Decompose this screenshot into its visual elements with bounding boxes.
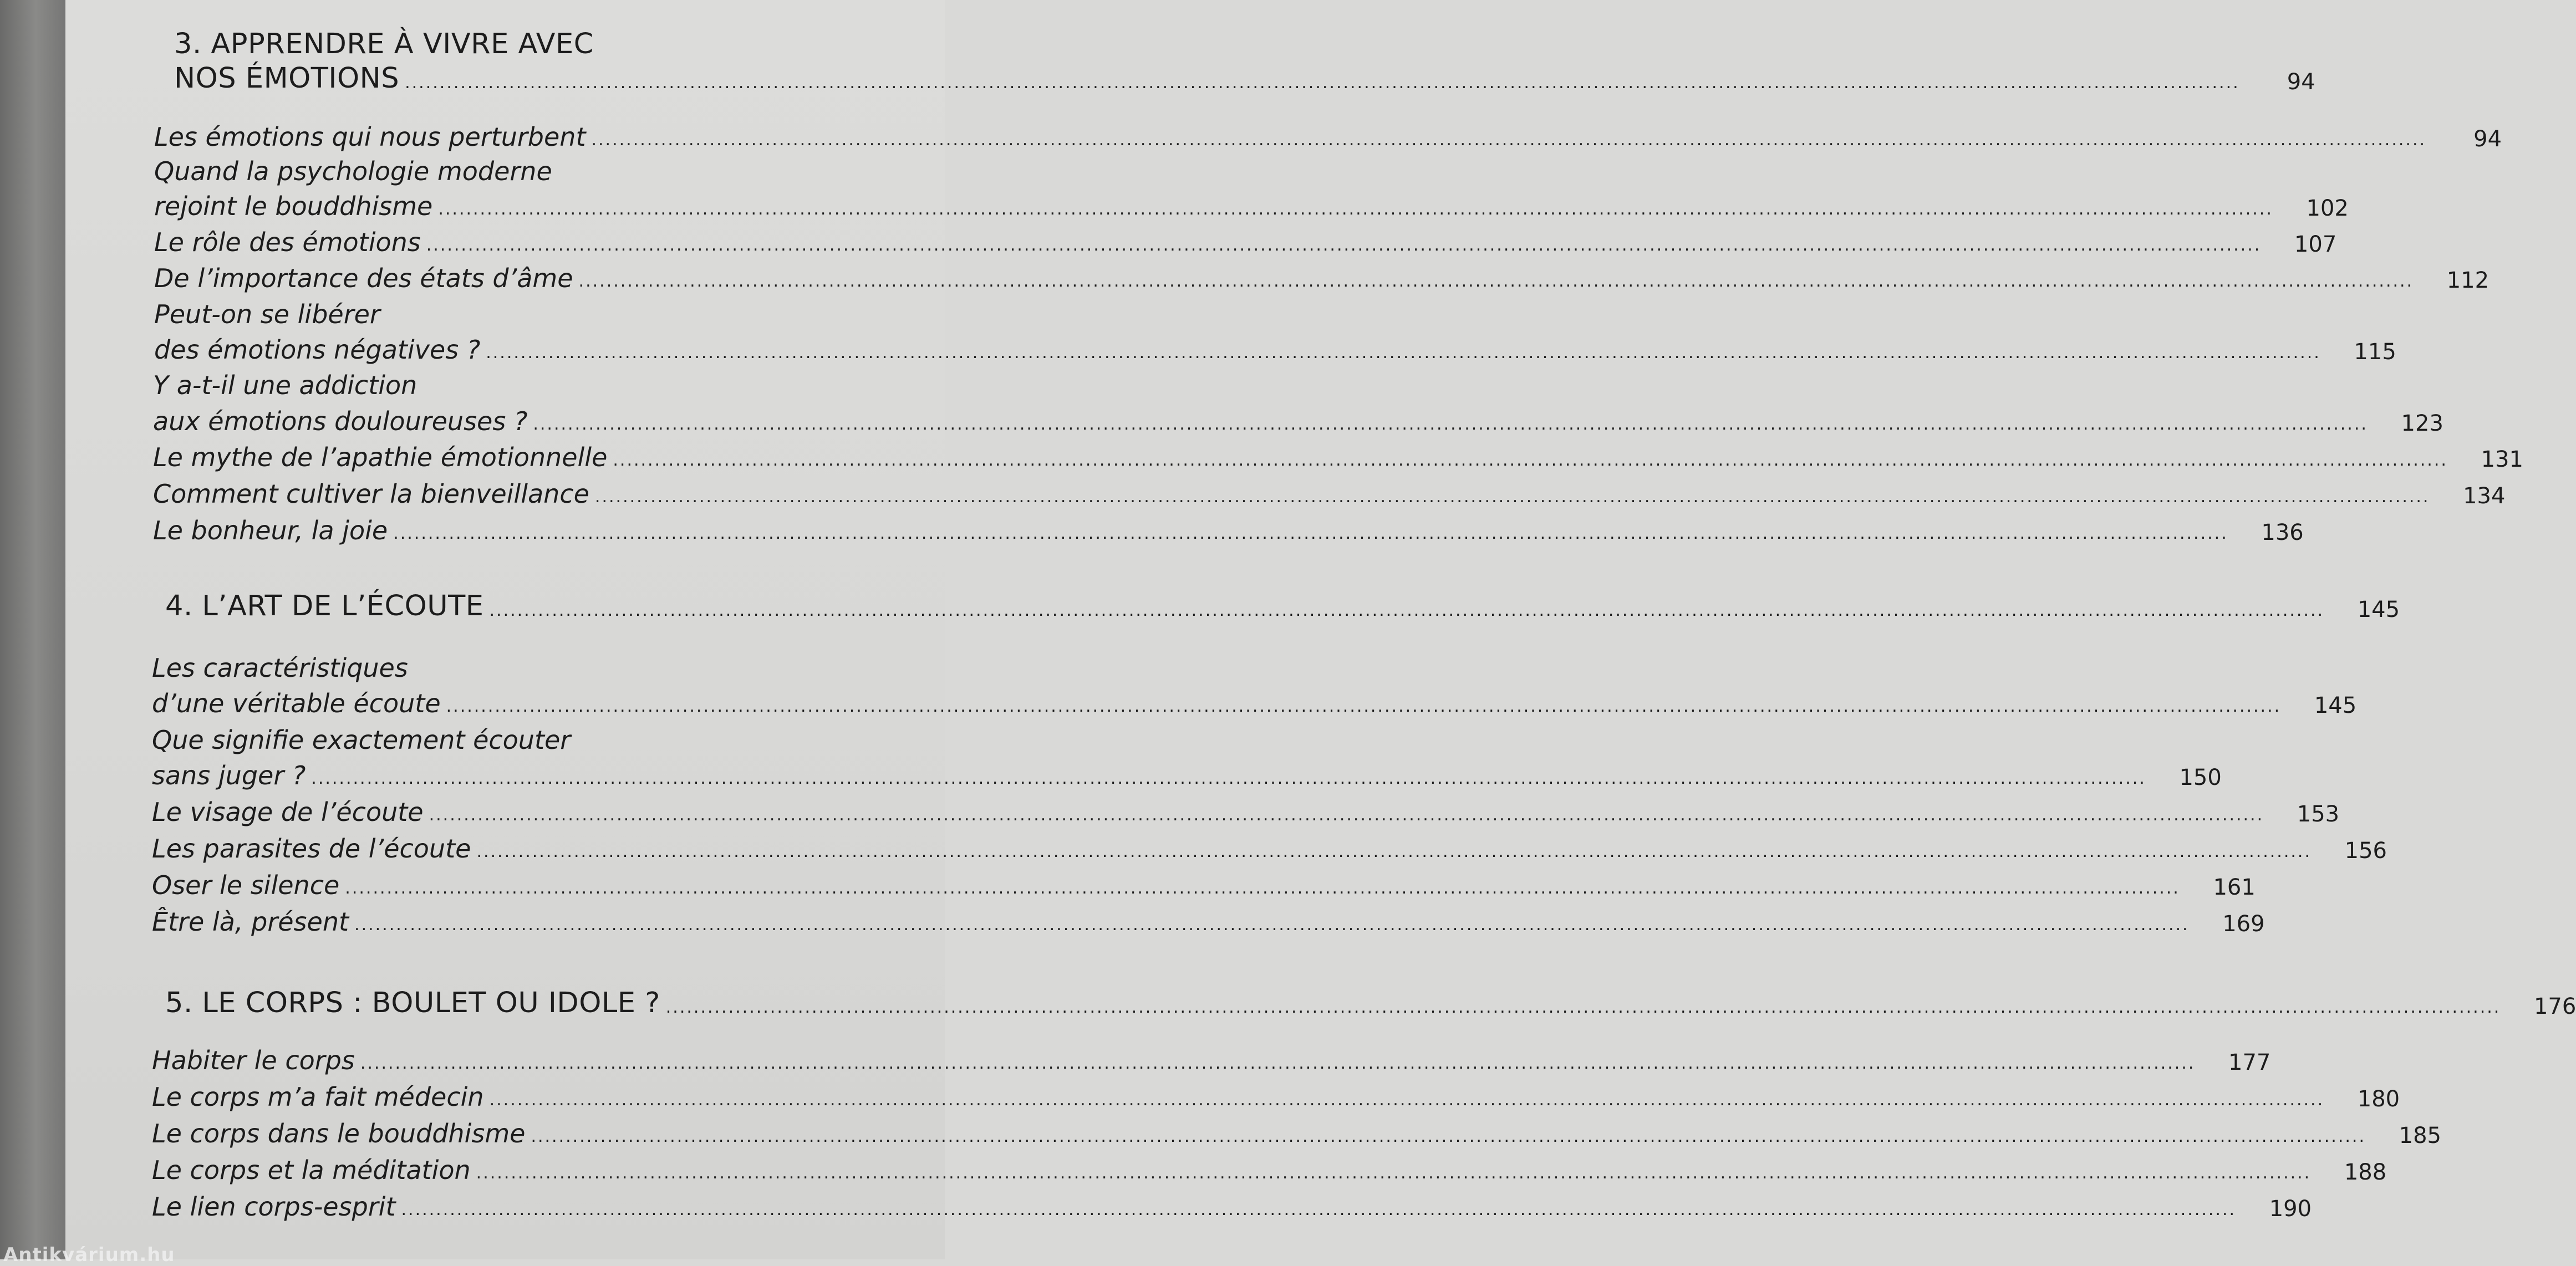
toc-entry[interactable] (152, 1082, 2400, 1112)
entry-page: 136 (2261, 520, 2304, 545)
entry-title-line1: Quand la psychologie moderne (154, 156, 552, 186)
entry-title: Le corps dans le bouddhisme (152, 1119, 526, 1148)
toc-entry[interactable] (152, 688, 2357, 718)
entry-title: Habiter le corps (152, 1045, 355, 1075)
toc-entry[interactable] (152, 834, 2387, 864)
entry-title: sans juger ? (152, 760, 306, 790)
toc-entry[interactable] (154, 227, 2337, 257)
entry-title: d’une véritable écoute (152, 688, 441, 718)
toc-entry[interactable] (152, 870, 2256, 900)
entry-title: Le corps m’a fait médecin (152, 1082, 484, 1112)
toc-entry[interactable] (152, 1155, 2387, 1185)
entry-page: 131 (2481, 447, 2523, 472)
entry-page: 156 (2344, 838, 2387, 864)
toc-entry[interactable] (153, 515, 2304, 545)
toc-entry[interactable] (152, 1192, 2312, 1222)
entry-title: Le rôle des émotions (154, 227, 421, 257)
leader-dots: ........................................................................................................................................................................................................................................................................ (405, 73, 2240, 93)
toc-entry[interactable] (154, 335, 2396, 365)
entry-page: 190 (2269, 1196, 2312, 1222)
toc-entry[interactable] (152, 797, 2340, 827)
leader-dots: ........................................................................................................................................................................................................................................................................ (393, 524, 2228, 543)
entry-page: 161 (2213, 875, 2256, 900)
toc-entry[interactable] (152, 1045, 2271, 1075)
entry-page: 180 (2357, 1086, 2400, 1112)
entry-page: 188 (2344, 1160, 2387, 1185)
entry-title: Le bonheur, la joie (153, 515, 388, 545)
toc-entry[interactable] (152, 760, 2222, 790)
leader-dots: ........................................................................................................................................................................................................................................................................ (489, 1090, 2325, 1110)
entry-title: aux émotions douloureuses ? (153, 406, 528, 436)
leader-dots: ........................................................................................................................................................................................................................................................................ (533, 415, 2368, 434)
entry-page: 112 (2446, 268, 2490, 293)
chapter-3-title-line2: NOS ÉMOTIONS (174, 62, 400, 95)
entry-page: 107 (2294, 232, 2337, 257)
leader-dots: ........................................................................................................................................................................................................................................................................ (429, 805, 2264, 825)
entry-title: Comment cultiver la bienveillance (153, 479, 589, 509)
leader-dots: ........................................................................................................................................................................................................................................................................ (665, 998, 2501, 1017)
toc-entry[interactable] (154, 263, 2490, 293)
toc-entry[interactable] (153, 406, 2443, 436)
watermark-text: Antikvárium.hu (3, 1244, 175, 1266)
entry-page: 123 (2401, 411, 2443, 436)
toc-entry[interactable] (152, 907, 2265, 937)
leader-dots: ........................................................................................................................................................................................................................................................................ (476, 1163, 2312, 1183)
leader-dots: ........................................................................................................................................................................................................................................................................ (345, 879, 2180, 898)
entry-title: Le lien corps-esprit (152, 1192, 396, 1222)
entry-page: 115 (2354, 339, 2396, 365)
leader-dots: ........................................................................................................................................................................................................................................................................ (613, 451, 2448, 470)
chapter-4-page: 145 (2357, 597, 2400, 622)
entry-page: 169 (2222, 911, 2265, 937)
entry-title: Oser le silence (152, 870, 340, 900)
leader-dots: ........................................................................................................................................................................................................................................................................ (476, 842, 2312, 861)
chapter-3-page: 94 (2287, 69, 2315, 95)
chapter-5-page: 176 (2533, 994, 2576, 1019)
entry-title: des émotions négatives ? (154, 335, 481, 365)
chapter-5-heading[interactable] (165, 987, 2576, 1019)
entry-title: Les parasites de l’écoute (152, 834, 471, 864)
entry-page: 94 (2473, 126, 2502, 152)
entry-page: 102 (2306, 196, 2349, 221)
entry-title: rejoint le bouddhisme (154, 191, 433, 221)
book-spine-shadow (0, 0, 65, 1259)
entry-title: Le mythe de l’apathie émotionnelle (153, 442, 608, 472)
entry-title: Le visage de l’écoute (152, 797, 424, 827)
leader-dots: ........................................................................................................................................................................................................................................................................ (578, 272, 2414, 291)
table-of-contents-page (65, 0, 2576, 1259)
entry-page: 185 (2399, 1123, 2441, 1148)
leader-dots: ........................................................................................................................................................................................................................................................................ (489, 601, 2325, 620)
leader-dots: ........................................................................................................................................................................................................................................................................ (426, 236, 2262, 255)
toc-entry[interactable] (153, 442, 2523, 472)
leader-dots: ........................................................................................................................................................................................................................................................................ (360, 1054, 2196, 1073)
entry-page: 145 (2314, 693, 2357, 718)
toc-entry[interactable] (154, 191, 2349, 221)
entry-title: Être là, présent (152, 907, 349, 937)
entry-title-line1: Y a-t-il une addiction (153, 370, 418, 400)
leader-dots: ........................................................................................................................................................................................................................................................................ (594, 487, 2430, 507)
entry-page: 134 (2463, 483, 2506, 509)
toc-entry[interactable] (153, 479, 2506, 509)
toc-entry[interactable] (154, 122, 2502, 152)
entry-page: 153 (2297, 802, 2340, 827)
entry-title-line1: Que signifie exactement écouter (152, 725, 571, 755)
leader-dots: ........................................................................................................................................................................................................................................................................ (446, 697, 2282, 716)
entry-title-line1: Les caractéristiques (152, 653, 408, 683)
chapter-4-heading[interactable] (165, 590, 2400, 622)
chapter-3-title-line1: 3. APPRENDRE À VIVRE AVEC (174, 28, 594, 60)
entry-title-line1: Peut-on se libérer (154, 299, 380, 329)
chapter-3-heading[interactable] (174, 62, 2315, 95)
chapter-4-title: 4. L’ART DE L’ÉCOUTE (165, 590, 484, 622)
leader-dots: ........................................................................................................................................................................................................................................................................ (591, 130, 2427, 150)
toc-entry[interactable] (152, 1119, 2441, 1148)
entry-title: Le corps et la méditation (152, 1155, 471, 1185)
leader-dots: ........................................................................................................................................................................................................................................................................ (486, 343, 2321, 363)
entry-title: Les émotions qui nous perturbent (154, 122, 586, 152)
leader-dots: ........................................................................................................................................................................................................................................................................ (354, 915, 2190, 935)
entry-title: De l’importance des états d’âme (154, 263, 573, 293)
chapter-5-title: 5. LE CORPS : BOULET OU IDOLE ? (165, 987, 660, 1019)
leader-dots: ........................................................................................................................................................................................................................................................................ (311, 769, 2146, 788)
entry-page: 177 (2228, 1050, 2271, 1075)
leader-dots: ........................................................................................................................................................................................................................................................................ (438, 200, 2273, 219)
leader-dots: ........................................................................................................................................................................................................................................................................ (401, 1200, 2237, 1219)
entry-page: 150 (2179, 765, 2222, 790)
leader-dots: ........................................................................................................................................................................................................................................................................ (531, 1127, 2366, 1146)
